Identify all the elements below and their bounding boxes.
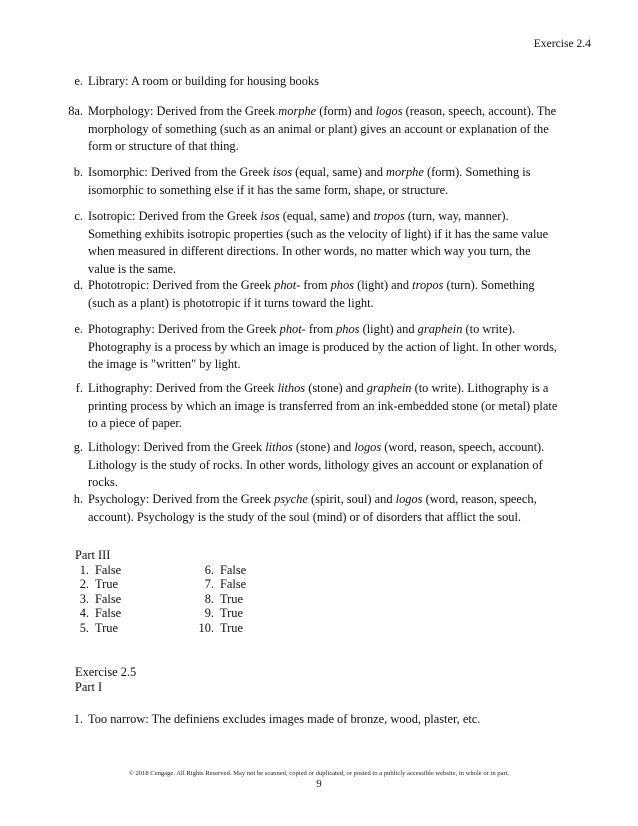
entry-text: Psychology: Derived from the Greek psyche (spirit, soul) and logos (word, reason, speech, account). Psychology is the study of the soul (mind) or of disorders that afflict the soul.	[88, 492, 537, 524]
entry-text: Lithology: Derived from the Greek lithos (stone) and logos (word, reason, speech, account). Lithology is the study of rocks. In other words, lithology gives an account or explanation of rocks.	[88, 440, 545, 489]
definition-entry	[58, 380, 558, 433]
definition-entry	[58, 277, 558, 312]
answer-number: 2.	[79, 577, 89, 592]
answer-value: False	[220, 577, 247, 592]
entry-label: b.	[73, 165, 83, 179]
entry-text: Lithography: Derived from the Greek lithos (stone) and graphein (to write). Lithography is a printing process by which an image is transferred from an ink-embedded stone (or metal) plate to a piece of paper.	[88, 381, 558, 430]
definition-entry	[58, 491, 558, 526]
definition-entry	[58, 439, 558, 492]
definition-entry	[58, 208, 558, 278]
copyright-notice: © 2018 Cengage. All Rights Reserved. May not be scanned, copied or duplicated, or posted to a publicly accessible website, in whole or in part.	[128, 770, 510, 777]
exercise-2-5-heading	[75, 665, 136, 694]
item-label: 1.	[73, 712, 83, 726]
entry-text: Library: A room or building for housing books	[88, 74, 319, 88]
page-footer	[0, 769, 638, 789]
entry-text: Isomorphic: Derived from the Greek isos (equal, same) and morphe (form). Something is isomorphic to something else if it has the same form, shape, or structure.	[88, 165, 531, 197]
answer-value: False	[95, 562, 122, 577]
answer-value: False	[220, 562, 247, 577]
entry-text: Photography: Derived from the Greek phot- from phos (light) and graphein (to write). Photography is a process by which an image is produced by the action of light. In other words, the image is "written" by light.	[88, 322, 558, 371]
entry-label: c.	[74, 209, 83, 223]
exercise-2-5-part: Part I	[75, 679, 103, 694]
entry-label: h.	[73, 492, 83, 506]
exercise-2-5-item	[58, 711, 578, 729]
true-false-answers	[75, 563, 280, 636]
answer-value: True	[220, 620, 243, 635]
answer-number: 6.	[204, 562, 214, 577]
answer-value: True	[95, 577, 118, 592]
part-iii-section	[75, 548, 280, 636]
entry-label: e.	[74, 322, 83, 336]
answer-value: False	[95, 606, 122, 621]
entry-label: f.	[75, 381, 83, 395]
entry-text: Isotropic: Derived from the Greek isos (equal, same) and tropos (turn, way, manner). Something exhibits isotropic properties (such as the velocity of light) if it has the same value when measured in different directions. In other words, no matter which way you turn, the value is the same.	[88, 209, 549, 276]
page-number: 9	[316, 778, 322, 790]
definition-entry	[58, 103, 558, 156]
definition-entry	[58, 73, 558, 91]
answer-number: 3.	[79, 591, 89, 606]
answer-number: 7.	[204, 577, 214, 592]
answer-value: True	[95, 620, 118, 635]
item-text: Too narrow: The definiens excludes images made of bronze, wood, plaster, etc.	[88, 712, 481, 726]
answer-number: 4.	[79, 606, 89, 621]
answer-number: 10.	[198, 620, 214, 635]
answer-number: 8.	[204, 591, 214, 606]
entry-text: Morphology: Derived from the Greek morphe (form) and logos (reason, speech, account). The morphology of something (such as an animal or plant) gives an account or explanation of the form or structure of that thing.	[88, 104, 557, 153]
answer-number: 5.	[79, 620, 89, 635]
definition-entry	[58, 164, 558, 199]
entry-label: 8a.	[68, 104, 83, 118]
part-iii-title: Part III	[75, 548, 111, 562]
answer-value: True	[220, 591, 243, 606]
answer-value: False	[95, 591, 122, 606]
definition-entry	[58, 321, 558, 374]
answer-number: 9.	[204, 606, 214, 621]
entry-label: e.	[74, 74, 83, 88]
answer-number: 1.	[79, 562, 89, 577]
exercise-2-5-title: Exercise 2.5	[75, 665, 137, 679]
answer-value: True	[220, 606, 243, 621]
entry-label: d.	[73, 278, 83, 292]
entry-text: Phototropic: Derived from the Greek phot- from phos (light) and tropos (turn). Something (such as a plant) is phototropic if it turns toward the light.	[88, 278, 535, 310]
page-header: Exercise 2.4	[533, 37, 591, 50]
entry-label: g.	[73, 440, 83, 454]
